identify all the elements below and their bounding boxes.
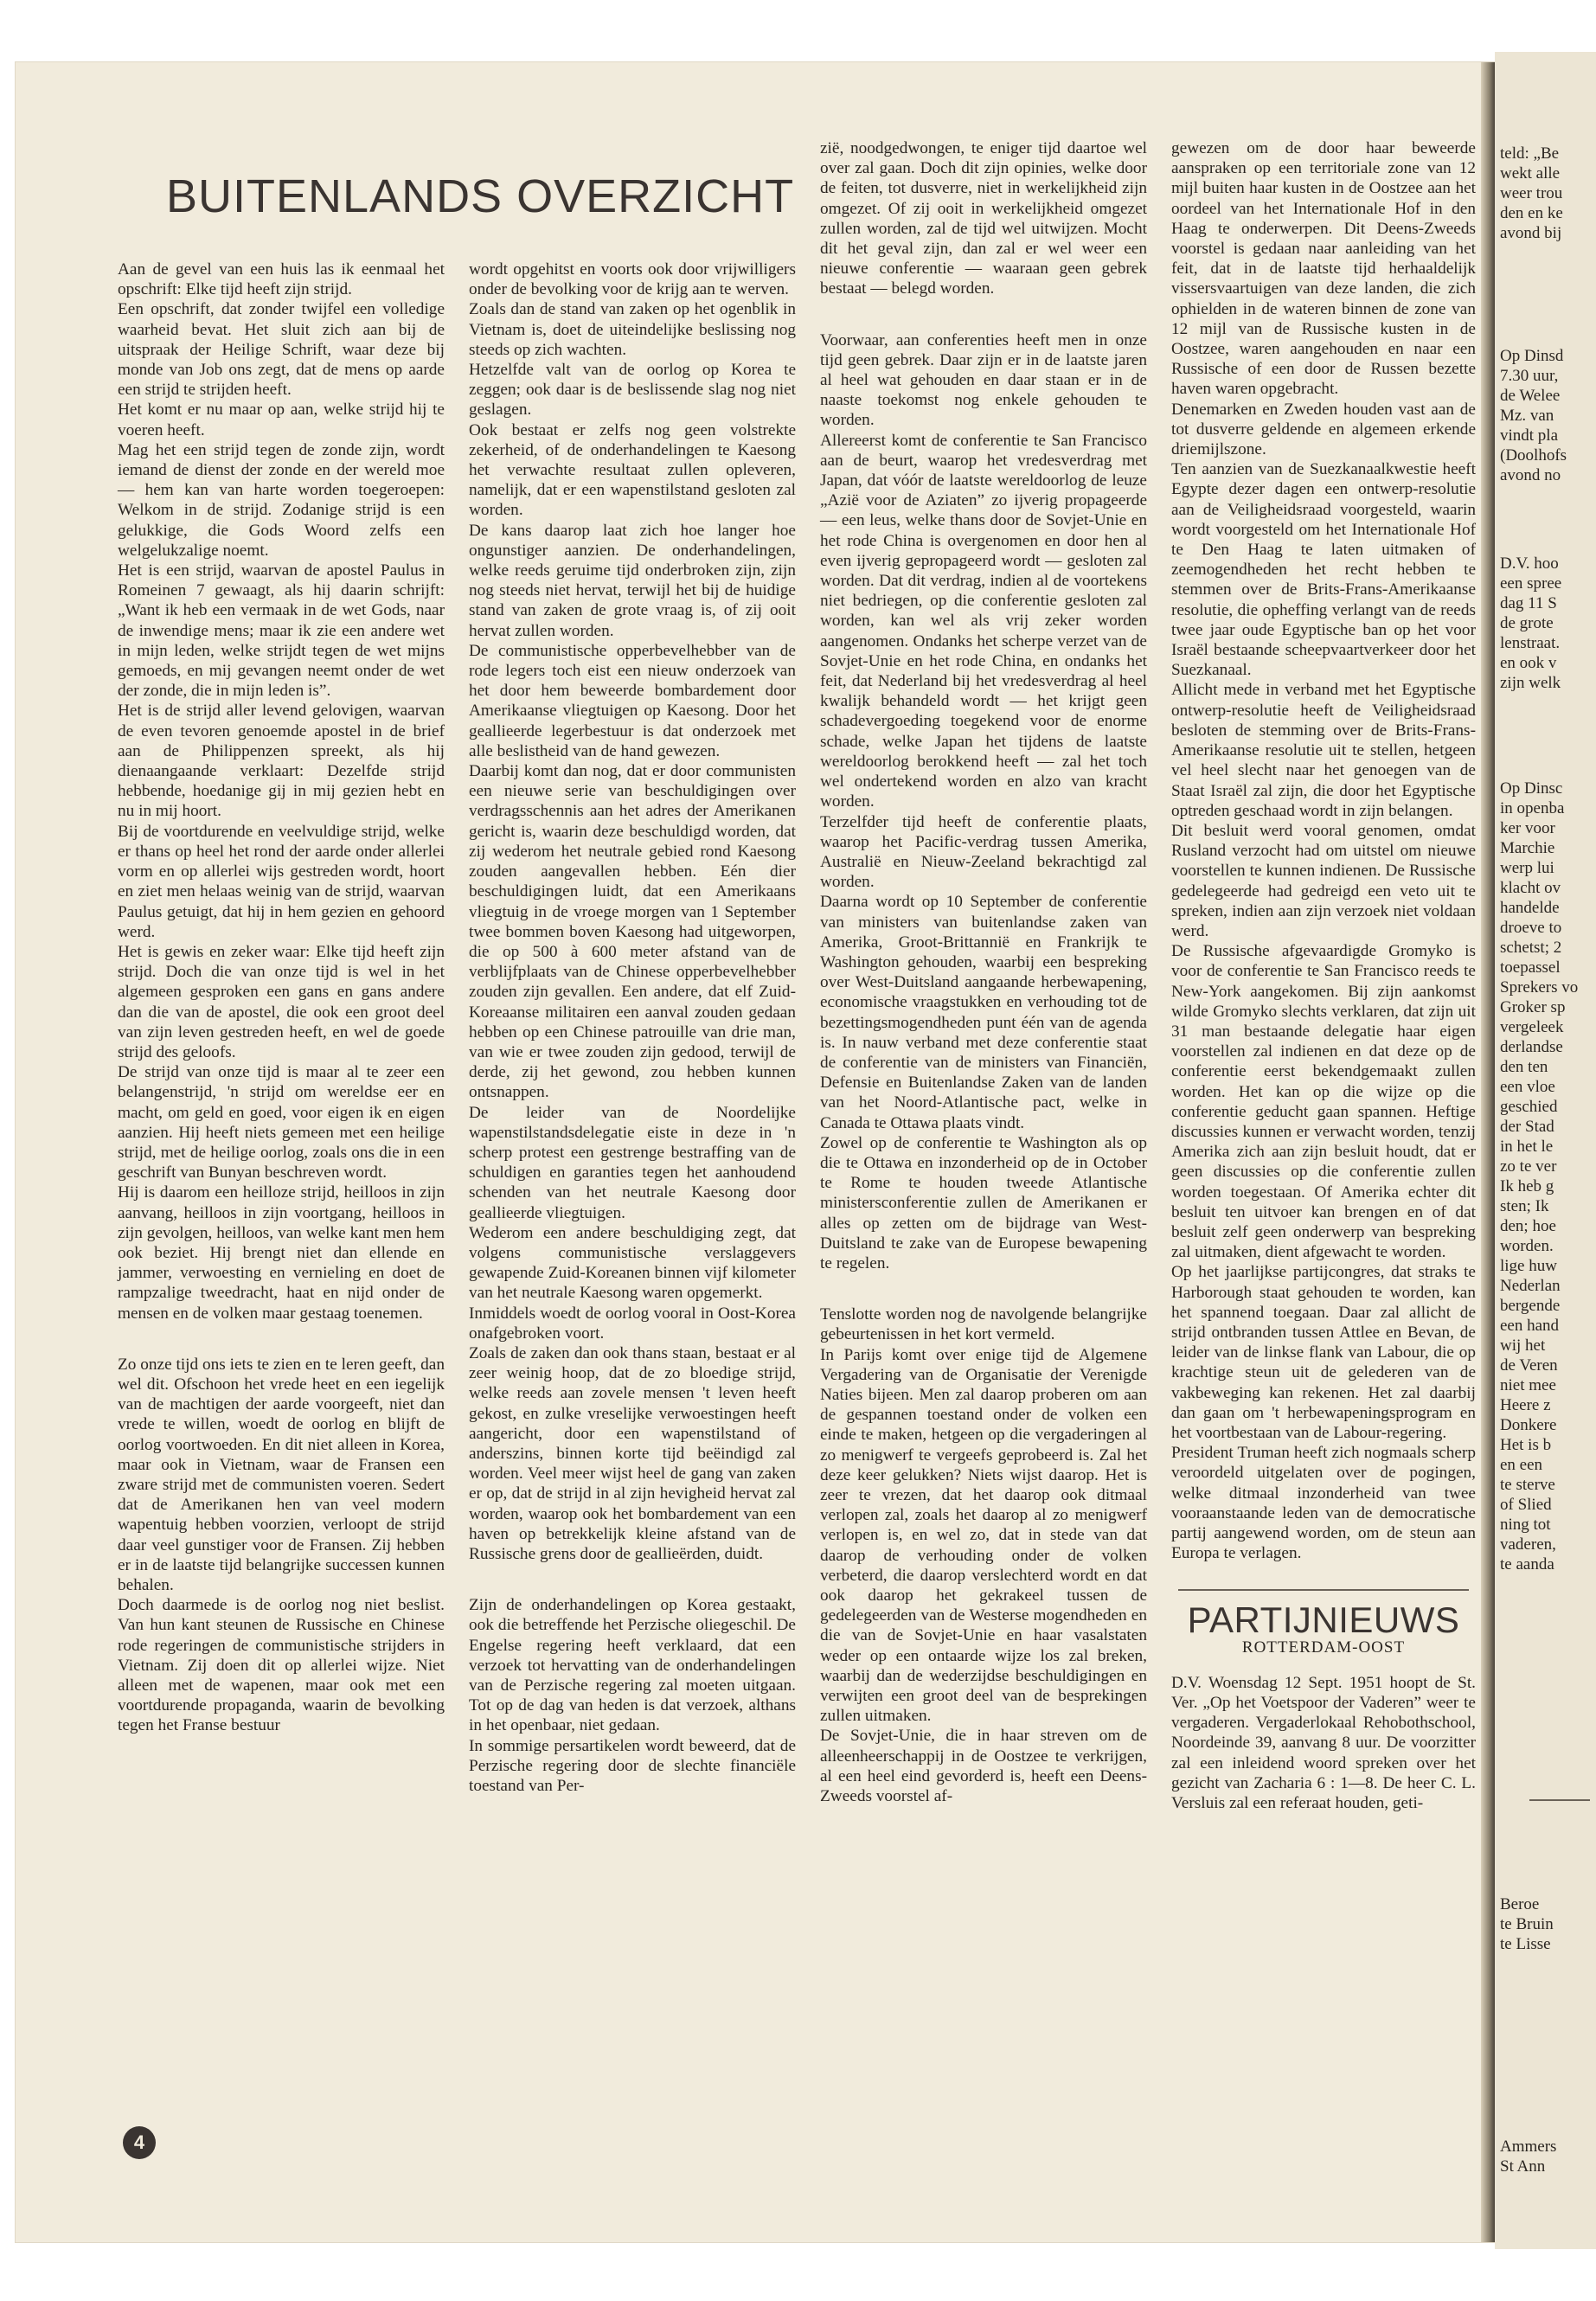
next-page-line: sten; Ik <box>1500 1197 1549 1215</box>
next-page-edge <box>1495 52 1596 2249</box>
partijnieuws-text: D.V. Woensdag 12 Sept. 1951 hoopt de St. Ver. „Op het Voetspoor der Vaderen” weer te vergaderen. Vergaderlokaal Rehobothschool, Noordeinde 39, aanvang 8 uur. De voorzitter zal een inleidend woord spreken over het gezicht van Zacharia 6 : 1—8. De heer C. L. Versluis zal een referaat houden, geti- <box>1171 1673 1476 1813</box>
paragraph: Tenslotte worden nog de navolgende belangrijke gebeurtenissen in het kort vermeld. <box>820 1305 1147 1344</box>
paragraph: De Sovjet-Unie, die in haar streven om de alleenheerschappij in de Oostzee te verkrijgen, al een heel eind gevorderd is, heeft een Deens-Zweeds voorstel af- <box>820 1727 1147 1806</box>
next-page-line: ning tot <box>1500 1516 1551 1534</box>
next-page-line: klacht ov <box>1500 879 1561 897</box>
paragraph: Allereerst komt de conferentie te San Francisco aan de beurt, waarop het vredesverdrag met Japan, dat vóór de laatste wereldoorlog de leuze „Azië voor de Aziaten” zo ijverig propageerde — een leus, welke thans door de Sovjet-Unie en het rode China is overgenomen en door hen al even ijverig gepropageerd wordt — gesloten zal worden. Dat dit verdrag, indien al de voortekens niet bedriegen, op die conferentie gesloten zal worden, kan wel als vrij zeker worden aangenomen. Ondanks het scherpe verzet van de Sovjet-Unie en het rode China, en ondanks het feit, dat Nederland bij het vredesverdrag al heel kwalijk behandeld wordt — het krijgt geen schadevergoeding toegekend voor de enorme schade, welke Japan het tijdens de laatste wereldoorlog berokkend heeft — zal het toch wel ondertekend worden en alzo van kracht worden. <box>820 431 1147 811</box>
column-1 <box>118 260 445 1736</box>
paragraph: In Parijs komt over enige tijd de Algemene Vergadering van de Organisatie der Verenigde Naties bijeen. Men zal daarop proberen om aan de gespannen toestand onder de volken een einde te maken, hetgeen op die vergaderingen al zo menigwerf te vergeefs geprobeerd is. Zal het deze keer gelukken? Niets wijst daarop. Het is zeer te vrezen, dat het daarop ook ditmaal verlopen zal, zoals het daarop al zo menigwerf verlopen is, en wel zo, dat in stede van dat daarop de verhouding onder de volken verbeterd, die daarop verslechterd wordt en dat ook daarop het gekrakeel tussen de gedelegeerden van de Westerse mogendheden en die van de Sovjet-Unie en haar vasalstaten weder op een ontaarde wijze los zal breken, waarbij dan de wederzijdse beschuldigingen en verwijten een groot deel van de besprekingen zullen uitmaken. <box>820 1345 1147 1726</box>
paragraph: Het komt er nu maar op aan, welke strijd hij te voeren heeft. <box>118 401 445 439</box>
next-page-line: Op Dinsd <box>1500 347 1564 365</box>
next-page-line: dag 11 S <box>1500 594 1557 612</box>
next-page-line: St Ann <box>1500 2157 1546 2176</box>
paragraph: Voorwaar, aan conferenties heeft men in onze tijd geen gebrek. Daar zijn er in de laatste jaren al heel wat gehouden en daar staan er in de naaste toekomst nog enkele gehouden te worden. <box>820 330 1147 430</box>
partijnieuws-title: PARTIJNIEUWS <box>1187 1599 1460 1641</box>
paragraph: Zowel op de conferentie te Washington als op die te Ottawa en inzonderheid op de in October te Rome te houden tweede Atlantische ministersconferentie zullen de Amerikanen er alles op zetten om de bijdrage van West-Duitsland te zake van de Europese bewapening te regelen. <box>820 1133 1147 1272</box>
paragraph: Denemarken en Zweden houden vast aan de tot dusverre geldende en algemeen erkende driemijlszone. <box>1171 400 1476 459</box>
paragraph: Zijn de onderhandelingen op Korea gestaakt, ook die betreffende het Perzische oliegeschil. De Engelse regering heeft verklaard, dat een verzoek tot hervatting van de onderhandelingen van de Perzische regering zal moeten uitgaan. Tot op de dag van heden is dat verzoek, althans in het openbaar, niet gedaan. <box>469 1596 796 1735</box>
paragraph: Zo onze tijd ons iets te zien en te leren geeft, dan wel dit. Ofschoon het vrede heet en een iegelijk van de machtigen der aarde voorgeeft, niet dan vrede te willen, woedt de oorlog en blijft de oorlog voortwoeden. En dit niet alleen in Korea, maar ook in Vietnam, waar de Fransen een zware strijd met de communisten voeren. Sedert dat de Amerikanen hen van veel modern wapentuig hebben voorzien, verloopt de strijd daar veel gunstiger voor de Fransen. Zij hebben er in de laatste tijd belangrijke successen kunnen behalen. <box>118 1355 445 1594</box>
next-page-line: handelde <box>1500 899 1560 917</box>
paragraph: Het is een strijd, waarvan de apostel Paulus in Romeinen 7 gewaagt, als hij daarin schrijft: „Want ik heb een vermaak in de wet Gods, naar de inwendige mens; maar ik zie een andere wet in mijn leden, welke strijdt tegen de wet mijns gemoeds, en mij gevangen neemt onder de wet der zonde, die in mijn leden is”. <box>118 561 445 701</box>
next-page-line: den; hoe <box>1500 1217 1556 1235</box>
paragraph: De leider van de Noordelijke wapenstilstandsdelegatie eiste in deze in 'n scherp protest een gestrenge bestraffing van de schuldigen en garanties tegen het aanhoudend schenden van het neutrale Kaesong door geallieerde vliegtuigen. <box>469 1103 796 1222</box>
paragraph: Mag het een strijd tegen de zonde zijn, wordt iemand de dienst der zonde en der wereld moe — hem kan van harte worden toegeroepen: Welkom in de strijd. Zodanige strijd is een gelukkige, die Gods Woord zelfs een welgelukzalige noemt. <box>118 440 445 560</box>
next-page-line: worden. <box>1500 1237 1554 1255</box>
paragraph: De kans daarop laat zich hoe langer hoe ongunstiger aanzien. De onderhandelingen, welke reeds geruime tijd onderbroken zijn, zijn nog steeds niet hervat, terwijl het bij de huidige stand van zaken de grote vraag is, of zij ooit hervat zullen worden. <box>469 521 796 640</box>
paragraph: Allicht mede in verband met het Egyptische ontwerp-resolutie heeft de Veiligheidsraad besloten de stemming over de Brits-Frans-Amerikaanse resolutie uit te stellen, hetgeen vel heel slecht naar het genoegen van de Staat Israël zal zijn, die door het Egyptische optreden geschaad wordt in zijn belangen. <box>1171 681 1476 820</box>
next-page-block-5 <box>1500 1894 1554 1954</box>
next-page-line: lige huw <box>1500 1257 1557 1275</box>
next-page-line: lenstraat. <box>1500 634 1561 652</box>
next-page-line: Marchie <box>1500 839 1555 857</box>
next-page-line: te sterve <box>1500 1476 1555 1494</box>
next-page-line: wekt alle <box>1500 164 1561 183</box>
page-number-badge: 4 <box>123 2126 156 2159</box>
next-page-line: vindt pla <box>1500 426 1559 445</box>
next-page-line: Beroe <box>1500 1895 1540 1913</box>
paragraph: De communistische opperbevelhebber van de rode legers toch eist een nieuw onderzoek van het door hem beweerde bombardement door Amerikaanse vliegtuigen op Kaesong. Door het geallieerde legerbestuur is dat onderzoek met alle beslistheid van de hand gewezen. <box>469 641 796 760</box>
next-page-line: der Stad <box>1500 1118 1554 1136</box>
paragraph: zië, noodgedwongen, te eniger tijd daartoe wel over zal gaan. Doch dit zijn opinies, welke door de feiten, tot dusverre, niet in werkelijkheid zijn omgezet. Of zij ooit in werkelijkheid omgezet zullen worden, zal de tijd wel uitwijzen. Mocht dit het geval zijn, dan zal er wel weer een nieuwe conferentie — waaraan geen gebrek bestaat — belegd worden. <box>820 139 1147 298</box>
next-page-line: den en ke <box>1500 204 1563 222</box>
next-page-block-6 <box>1500 2137 1556 2176</box>
next-page-line: de Veren <box>1500 1356 1558 1375</box>
next-page-line: weer trou <box>1500 184 1563 202</box>
next-page-line: vaderen, <box>1500 1535 1556 1554</box>
next-page-line: toepassel <box>1500 958 1561 977</box>
paragraph: Daarna wordt op 10 September de conferentie van ministers van buitenlandse zaken van Amerika, Groot-Brittannië en Frankrijk te Washington gehouden, waarbij een bespreking over West-Duitsland aangaande herbewapening, economische vraagstukken en verhouding tot de bezettingsmogendheden punt één van de agenda is. In nauw verband met deze conferentie staat de conferentie van de ministers van Financiën, Defensie en Buitenlandse Zaken van de landen van het Noord-Atlantische pact, welke in Canada te Ottawa plaats vindt. <box>820 893 1147 1132</box>
paragraph: Wederom een andere beschuldiging zegt, dat volgens communistische verslaggevers gewapende Zuid-Koreanen binnen vijf kilometer van het neutrale Kaesong waren opgemerkt. <box>469 1223 796 1303</box>
paragraph: Het is de strijd aller levend gelovigen, waarvan de even tevoren genoemde apostel in de brief aan de Philippenzen spreekt, als hij dienaangaande verklaart: Dezelfde strijd hebbende, hoedanige gij in mij gezien hebt en nu in mij hoort. <box>118 702 445 821</box>
next-page-line: avond no <box>1500 466 1561 484</box>
column-2 <box>469 260 796 1796</box>
next-page-line: vergeleek <box>1500 1018 1564 1036</box>
paragraph: Het is gewis en zeker waar: Elke tijd heeft zijn strijd. Doch die van onze tijd is wel in het algemeen gesproken een gans en gans andere dan die van de apostel, die ook een groot deel van zijn leven gestreden heeft, en wel de goede strijd des geloofs. <box>118 942 445 1061</box>
paragraph: Hetzelfde valt van de oorlog op Korea te zeggen; ook daar is de beslissende slag nog niet geslagen. <box>469 361 796 420</box>
paragraph: Doch daarmede is de oorlog nog niet beslist. Van hun kant steunen de Russische en Chinese rode regeringen de communistische strijders in Vietnam. Zij doen dit op allerlei wijze. Niet alleen met de wapenen, maar ook met een voortdurende propaganda, waarin de bevolking tegen het Franse bestuur <box>118 1596 445 1735</box>
next-page-line: avond bij <box>1500 224 1562 242</box>
next-page-line: zo te ver <box>1500 1157 1557 1176</box>
paragraph: In sommige persartikelen wordt beweerd, dat de Perzische regering door de slechte financiële toestand van Per- <box>469 1736 796 1796</box>
next-page-line: D.V. hoo <box>1500 554 1559 573</box>
next-page-line: Ammers <box>1500 2138 1557 2156</box>
next-page-block-4 <box>1500 779 1578 1574</box>
next-page-line: zijn welk <box>1500 674 1561 692</box>
next-page-line: geschied <box>1500 1098 1558 1116</box>
next-page-line: 7.30 uur, <box>1500 367 1559 385</box>
next-page-line: een vloe <box>1500 1078 1555 1096</box>
next-page-line: Het is b <box>1500 1436 1552 1454</box>
paragraph: Daarbij komt dan nog, dat er door communisten een nieuwe serie van beschuldigingen over verdragsschennis aan het adres der Amerikanen gericht is, waarin deze beschuldigd worden, dat zij wederom het neutrale gebied rond Kaesong zouden aangevallen hebben. Eén dier beschuldigingen luidt, dat een Amerikaans vliegtuig in de vroege morgen van 1 September twee bommen boven Kaesong had uitgeworpen, die op 500 à 600 meter afstand van de verblijfplaats van de Chinese opperbevelhebber zouden zijn gevallen. Een andere, dat elf Zuid-Koreaanse militairen een aanval zouden gedaan hebben op een Chinese patrouille van drie man, van wie er twee zouden zijn gedood, terwijl de derde, zij het gewond, zou hebben kunnen ontsnappen. <box>469 762 796 1102</box>
next-page-line: te aanda <box>1500 1555 1554 1574</box>
paragraph: Ten aanzien van de Suezkanaalkwestie heeft Egypte dezer dagen een ontwerp-resolutie aan de Veiligheidsraad voorgesteld, waarin wordt voorgesteld om het Internationale Hof te Den Haag te laten uitmaken of zeemogendheden het recht hebben te stemmen over de Brits-Frans-Amerikaanse resolutie, die opheffing verlangt van de reeds twee jaar oude Egyptische ban op het voor Israël bestaande scheepvaartverkeer door het Suezkanaal. <box>1171 460 1476 680</box>
next-page-line: schetst; 2 <box>1500 939 1562 957</box>
next-page-line: een spree <box>1500 574 1562 593</box>
next-page-line: en ook v <box>1500 654 1557 672</box>
next-page-line: wij het <box>1500 1336 1546 1355</box>
next-page-line: derlandse <box>1500 1038 1563 1056</box>
paragraph: gewezen om de door haar beweerde aanspraken op een territoriale zone van 12 mijl buiten haar kusten in de Oostzee aan het oordeel van het Internationale Hof in den Haag te onderwerpen. Dit Deens-Zweeds voorstel is gedaan naar aanleiding van het feit, dat in de laatste tijd herhaaldelijk vissersvaartuigen van deze landen, die zich ophielden in de wateren binnen de zone van 12 mijl van de Russische kusten in de Oostzee, waren aangehouden en naar een Russische of een door de Russen bezette haven waren opgebracht. <box>1171 139 1476 399</box>
column-4-body <box>1171 138 1476 1563</box>
paragraph: Bij de voortdurende en veelvuldige strijd, welke er thans op heel het rond der aarde onder allerlei vorm en op allerlei wijs gestreden wordt, hoort en ziet men helaas weinig van de strijd, waarvan Paulus getuigt, dat hij in hem gezien en gehoord werd. <box>118 822 445 941</box>
paragraph: Op het jaarlijkse partijcongres, dat straks te Harborough staat gehouden te worden, kan het spannend toegaan. Daar zal allicht de strijd ontbranden tussen Attlee en Bevan, de leider van de linkse flank van Labour, die op krachtige steun uit de gelederen van de vakbeweging kan rekenen. Het zal daarbij dan gaan om 't herbewapeningsprogram en het voortbestaan van de Labour-regering. <box>1171 1263 1476 1442</box>
next-page-line: bergende <box>1500 1297 1561 1315</box>
paragraph: Ook bestaat er zelfs nog geen volstrekte zekerheid, of de onderhandelingen te Kaesong het verwachte resultaat zullen opleveren, namelijk, dat er een wapenstilstand gesloten zal worden. <box>469 420 796 520</box>
next-page-line: ker voor <box>1500 819 1555 837</box>
page-gutter <box>1481 62 1495 2242</box>
next-page-line: in het le <box>1500 1138 1554 1156</box>
next-page-line: Groker sp <box>1500 998 1566 1016</box>
next-page-line: of Slied <box>1500 1496 1552 1514</box>
next-page-divider <box>1529 1799 1590 1801</box>
next-page-line: Heere z <box>1500 1396 1551 1414</box>
next-page-line: te Bruin <box>1500 1915 1554 1933</box>
next-page-line: te Lisse <box>1500 1935 1551 1953</box>
next-page-line: (Doolhofs <box>1500 446 1567 465</box>
paragraph: Zoals de zaken dan ook thans staan, bestaat er al zeer weinig hoop, dat de zo bloedige strijd, welke reeds aan zovele mensen 't leven heeft gekost, en zulke vreselijke verwoestingen heeft aangericht, door een wapenstilstand of anderszins, binnen korte tijd beëindigd zal worden. Veel meer wijst heel de gang van zaken er op, dat de strijd in al zijn hevigheid hervat zal worden, waarop ook het bombardement van een haven op betrekkelijk kleine afstand van de Russische grens door de geallieërden, duidt. <box>469 1343 796 1563</box>
next-page-line: Nederlan <box>1500 1277 1561 1295</box>
next-page-line: Op Dinsc <box>1500 779 1563 798</box>
paragraph: Hij is daarom een heilloze strijd, heilloos in zijn aanvang, heilloos in zijn voortgang, heilloos in zijn gevolgen, heilloos, van welke kant men hem ook beziet. Hij brengt niet dan ellende en jammer, verwoesting en vernieling en doet de rampzalige tweedracht, haat en nijd onder de mensen en de volken maar gestaag toenemen. <box>118 1183 445 1323</box>
paragraph: Een opschrift, dat zonder twijfel een volledige waarheid bevat. Het sluit zich aan bij de uitspraak der Heilige Schrift, waar deze bij monde van Job ons zegt, dat de mens op aarde een strijd te strijden heeft. <box>118 300 445 400</box>
paragraph: De strijd van onze tijd is maar al te zeer een belangenstrijd, 'n strijd om wereldse eer en macht, om geld en goed, voor eigen ik en eigen aanzien. Hij heeft niets gemeen met een heilige strijd, met de heilige oorlog, zoals ons die in een geschrift van Bunyan beschreven wordt. <box>118 1063 445 1183</box>
page-title: BUITENLANDS OVERZICHT <box>166 170 795 222</box>
paragraph: Aan de gevel van een huis las ik eenmaal het opschrift: Elke tijd heeft zijn strijd. <box>118 260 445 299</box>
paragraph: Terzelfder tijd heeft de conferentie plaats, waarop het Pacific-verdrag tussen Amerika, Australië en Nieuw-Zeeland bekrachtigd zal worden. <box>820 812 1147 892</box>
next-page-line: en een <box>1500 1456 1543 1474</box>
paragraph: Zoals dan de stand van zaken op het ogenblik in Vietnam is, doet de uiteindelijke beslissing nog steeds op zich wachten. <box>469 300 796 359</box>
column-3 <box>820 138 1147 1806</box>
partijnieuws-subtitle: ROTTERDAM-OOST <box>1241 1638 1406 1657</box>
section-divider <box>1178 1589 1469 1591</box>
paragraph: Inmiddels woedt de oorlog vooral in Oost-Korea onafgebroken voort. <box>469 1304 796 1343</box>
next-page-line: teld: „Be <box>1500 144 1560 163</box>
next-page-line: den ten <box>1500 1058 1548 1076</box>
next-page-line: Sprekers vo <box>1500 978 1579 997</box>
next-page-block-3 <box>1500 554 1561 693</box>
next-page-line: de grote <box>1500 614 1554 632</box>
next-page-line: een hand <box>1500 1317 1560 1335</box>
paragraph: President Truman heeft zich nogmaals scherp veroordeld uitgelaten over de pogingen, welke ditmaal inzonderheid van twee vooraanstaande leden van de democratische partij aangewend worden, om de steun aan Europa te verlagen. <box>1171 1444 1476 1563</box>
next-page-line: Donkere <box>1500 1416 1557 1434</box>
next-page-line: de Welee <box>1500 387 1561 405</box>
paragraph: wordt opgehitst en voorts ook door vrijwilligers onder de bevolking voor de krijg aan te werven. <box>469 260 796 299</box>
next-page-line: in openba <box>1500 799 1565 817</box>
next-page-line: droeve to <box>1500 919 1562 937</box>
column-4 <box>1171 138 1476 1813</box>
paragraph: De Russische afgevaardigde Gromyko is voor de conferentie te San Francisco reeds te New-York aangekomen. Bij zijn aankomst wilde Gromyko slechts verklaren, dat zijn uit 31 man bestaande delegatie haar eigen voorstellen zal indienen en dat deze op de conferentie eerst bekendgemaakt zullen worden. Het kan op die wijze op die conferentie geducht gaan spannen. Heftige discussies kunnen er verwacht worden, tenzij Amerika zich aan zijn besluit houdt, dat er geen discussies op die conferentie zullen worden toegestaan. Of Amerika echter dit besluit ten uitvoer kan brengen en of dat besluit zelf geen onderwerp van bespreking zal uitmaken, dient afgewacht te worden. <box>1171 942 1476 1262</box>
next-page-block-1 <box>1500 144 1563 243</box>
next-page-block-2 <box>1500 346 1567 485</box>
next-page-line: niet mee <box>1500 1376 1556 1394</box>
next-page-line: Mz. van <box>1500 407 1554 425</box>
next-page-line: Ik heb g <box>1500 1177 1554 1195</box>
next-page-line: werp lui <box>1500 859 1554 877</box>
paragraph: Dit besluit werd vooral genomen, omdat Rusland verzocht had om uitstel om nieuwe voorstellen te kunnen indienen. De Russische gedelegeerde had gedreigd een veto uit te spreken, indien aan zijn verzoek niet voldaan werd. <box>1171 821 1476 940</box>
